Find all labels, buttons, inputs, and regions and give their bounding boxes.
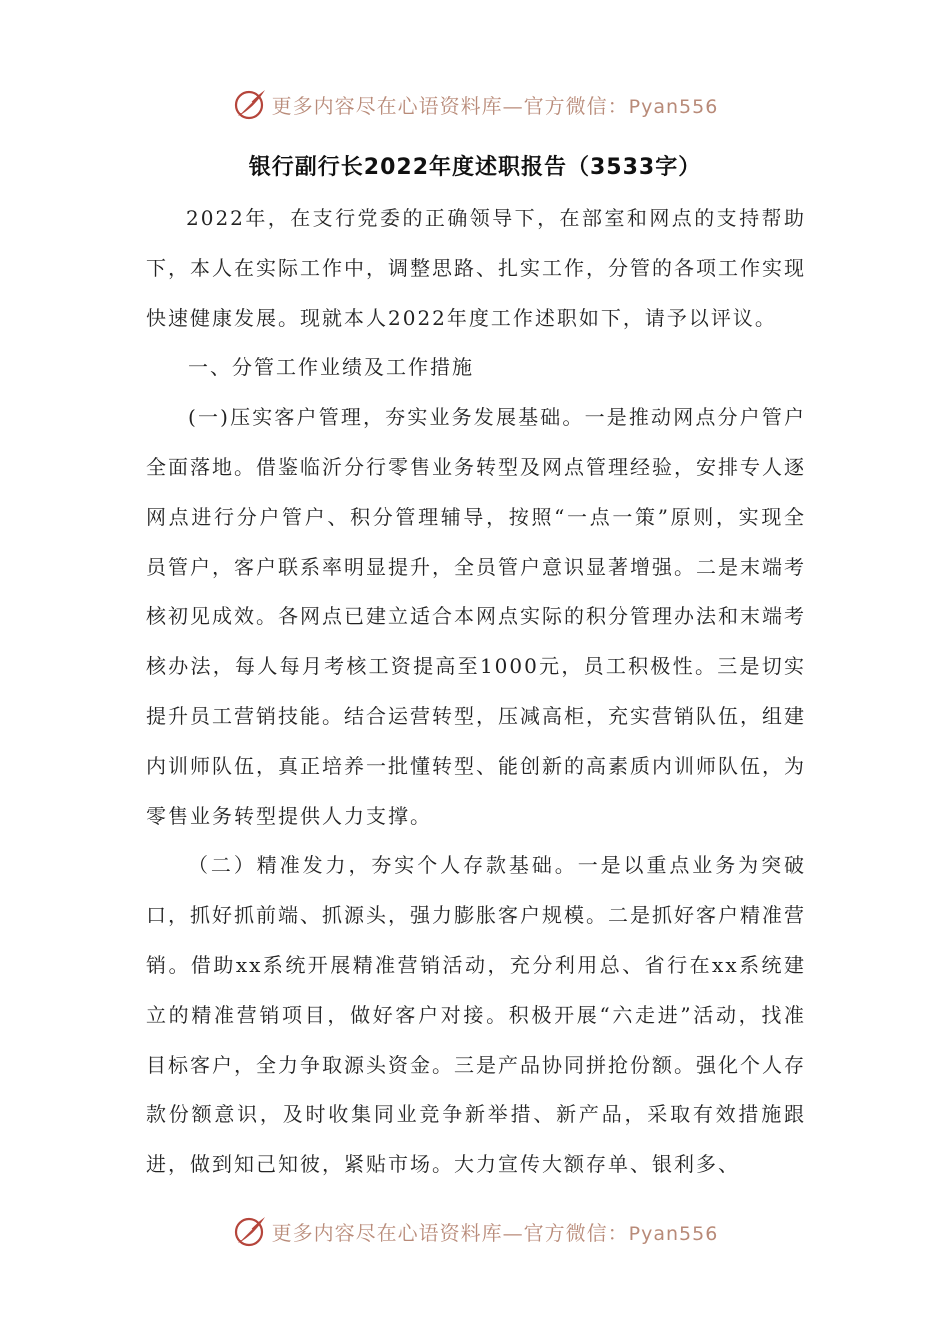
document-title: 银行副行长2022年度述职报告（3533字） [248, 155, 702, 180]
quill-logo-icon [232, 86, 268, 122]
paragraph-customer-management: (一)压实客户管理，夯实业务发展基础。一是推动网点分户管户全面落地。借鉴临沂分行零售业务转型及网点管理经验，安排专人逐网点进行分户管户、积分管理辅导，按照“一点一策”原则，实现全员管户，客户联系率明显提升，全员管户意识显著增强。二是末端考核初见成效。各网点已建立适合本网点实际的积分管理办法和末端考核办法，每人每月考核工资提高至1000元，员工积极性。三是切实提升员工营销技能。结合运营转型，压减高柜，充实营销队伍，组建内训师队伍，真正培养一批懂转型、能创新的高素质内训师队伍，为零售业务转型提供人力支撑。 [146, 405, 806, 828]
watermark-handle: Pyan556 [628, 1222, 719, 1245]
document-body [146, 194, 806, 1190]
quill-logo-icon [232, 1213, 268, 1249]
watermark-text: 更多内容尽在心语资料库—官方微信：Pyan556 [271, 93, 719, 118]
watermark-header [0, 84, 950, 124]
watermark-footer [0, 1211, 950, 1251]
section-heading: 一、分管工作业绩及工作措施 [188, 355, 474, 380]
paragraph-intro: 2022年，在支行党委的正确领导下，在部室和网点的支持帮助下，本人在实际工作中，调整思路、扎实工作，分管的各项工作实现快速健康发展。现就本人2022年度工作述职如下，请予以评议。 [146, 206, 806, 330]
watermark-handle: Pyan556 [628, 95, 719, 118]
paragraph-personal-deposits: （二）精准发力，夯实个人存款基础。一是以重点业务为突破口，抓好抓前端、抓源头，强力膨胀客户规模。二是抓好客户精准营销。借助xx系统开展精准营销活动，充分利用总、省行在xx系统建立的精准营销项目，做好客户对接。积极开展“六走进”活动，找准目标客户，全力争取源头资金。三是产品协同拼抢份额。强化个人存款份额意识，及时收集同业竞争新举措、新产品，采取有效措施跟进，做到知己知彼，紧贴市场。大力宣传大额存单、银利多、 [146, 853, 806, 1177]
watermark-text: 更多内容尽在心语资料库—官方微信：Pyan556 [271, 1220, 719, 1245]
